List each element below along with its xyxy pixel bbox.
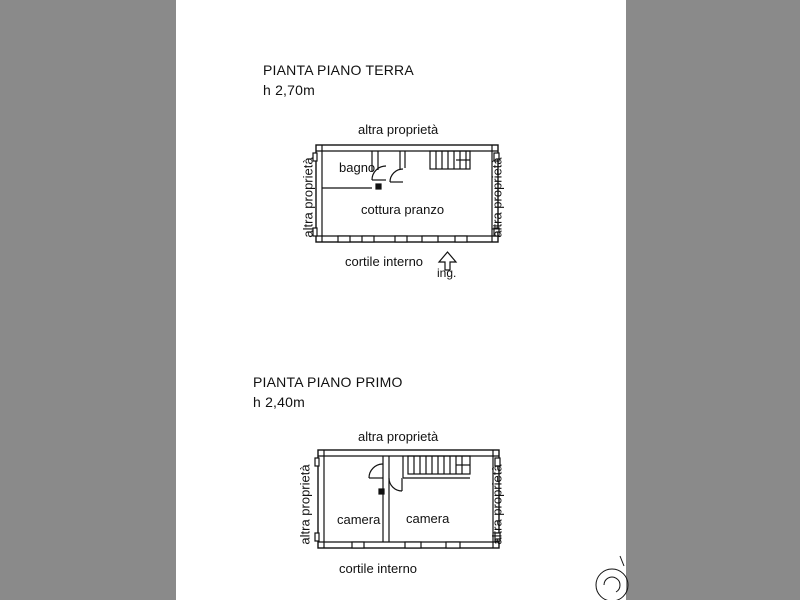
room-bath-label: bagno xyxy=(339,160,376,175)
entrance-label: ing. xyxy=(437,266,457,280)
ground-floor-title: PIANTA PIANO TERRA xyxy=(263,62,414,78)
room-kitchen-dining-label: cottura pranzo xyxy=(361,202,445,217)
first-floor-left-neighbor: altra proprietà xyxy=(297,464,313,545)
ground-floor-courtyard-label: cortile interno xyxy=(345,254,424,269)
ground-floor-right-neighbor: altra proprietà xyxy=(489,157,505,238)
first-floor-top-neighbor: altra proprietà xyxy=(358,429,439,444)
first-floor-title: PIANTA PIANO PRIMO xyxy=(253,374,403,390)
first-floor-plan xyxy=(315,450,500,548)
ground-floor-left-neighbor: altra proprietà xyxy=(300,157,316,238)
compass-logo xyxy=(596,556,628,600)
ground-floor-top-neighbor: altra proprietà xyxy=(358,122,439,137)
room-bedroom-left-label: camera xyxy=(337,512,381,527)
ground-floor-height: h 2,70m xyxy=(263,82,315,98)
first-floor-height: h 2,40m xyxy=(253,394,305,410)
first-floor-right-neighbor: altra proprietà xyxy=(489,464,505,545)
room-bedroom-right-label: camera xyxy=(406,511,450,526)
first-floor-courtyard-label: cortile interno xyxy=(339,561,418,576)
